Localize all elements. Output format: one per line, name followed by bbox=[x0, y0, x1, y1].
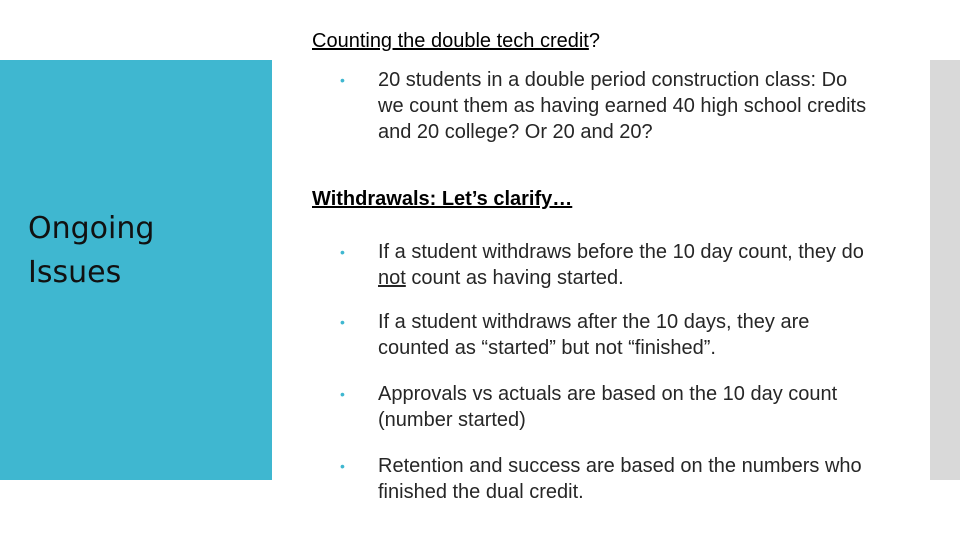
bullet-dot: • bbox=[340, 72, 345, 88]
right-gray-strip bbox=[930, 60, 960, 480]
side-title-line2: Issues bbox=[28, 255, 122, 290]
side-title bbox=[28, 207, 248, 295]
bullet-dot: • bbox=[340, 386, 345, 402]
bullet-double-period bbox=[340, 67, 876, 145]
bullet-dot: • bbox=[340, 458, 345, 474]
bullet-withdraw-after bbox=[340, 309, 876, 361]
bullet2-before: If a student withdraws before the 10 day count, they do bbox=[378, 241, 864, 263]
heading1-suffix: ? bbox=[588, 30, 600, 52]
bullet-approvals bbox=[340, 381, 876, 433]
bullet-text bbox=[356, 239, 876, 291]
side-title-line1: Ongoing bbox=[28, 211, 155, 246]
bullet2-underlined: not bbox=[378, 267, 406, 289]
bullet-withdraw-before bbox=[340, 239, 876, 291]
bullet-text: 20 students in a double period construction class: Do we count them as having earned 40 high school credits and 20 college? Or 20 and 20? bbox=[378, 69, 867, 143]
bullet-text: If a student withdraws after the 10 days, they are counted as “started” but not “finished”. bbox=[378, 311, 810, 359]
bullet-retention bbox=[340, 453, 876, 505]
heading1-underlined-text: Counting the double tech credit bbox=[312, 30, 589, 52]
bullet-dot: • bbox=[340, 314, 345, 330]
bullet-dot: • bbox=[340, 244, 345, 260]
heading-withdrawals: Withdrawals: Let’s clarify… bbox=[312, 188, 573, 210]
heading-double-tech-credit bbox=[312, 29, 600, 53]
bullet-text: Retention and success are based on the numbers who finished the dual credit. bbox=[378, 455, 862, 503]
bullet2-after: count as having started. bbox=[405, 267, 624, 289]
bullet-text: Approvals vs actuals are based on the 10 day count (number started) bbox=[378, 383, 838, 431]
